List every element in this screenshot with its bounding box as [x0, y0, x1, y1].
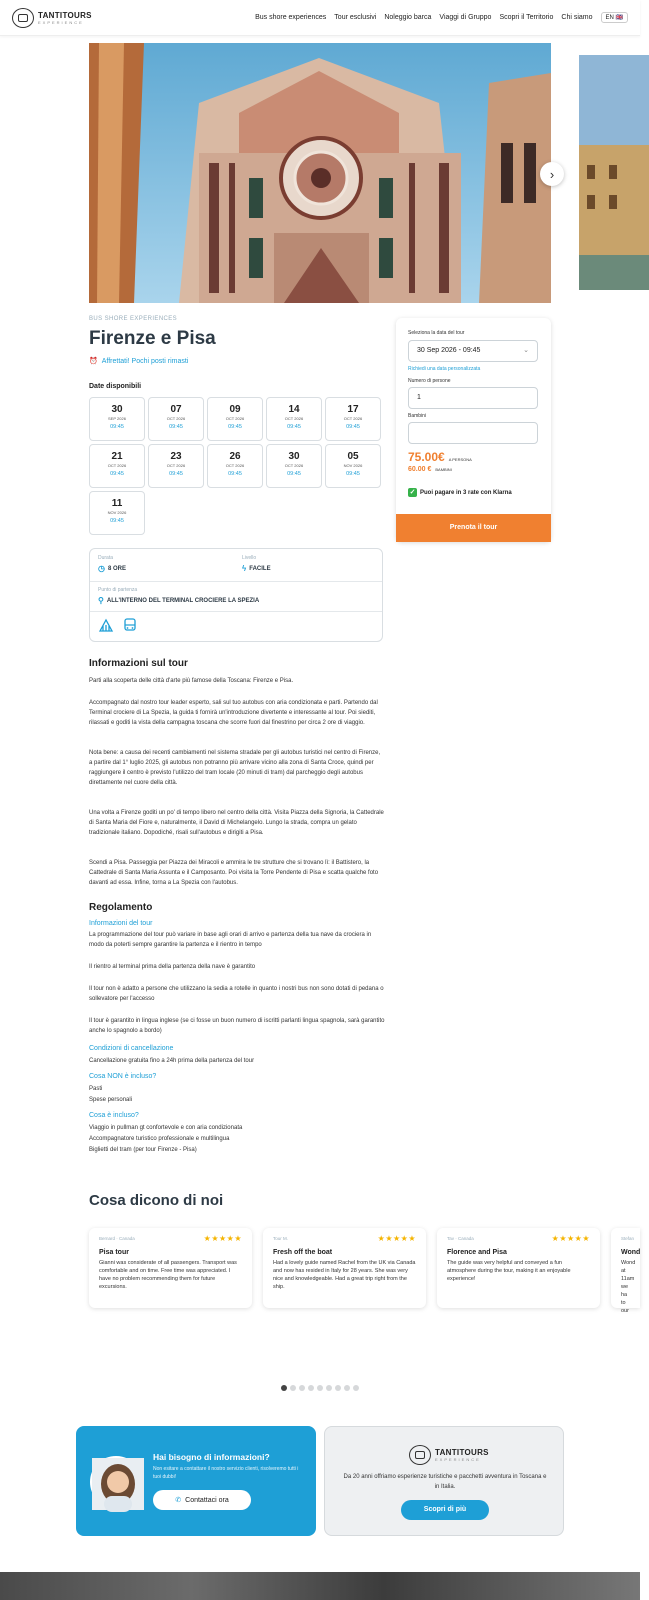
- date-day: 21: [111, 451, 123, 462]
- rules-info-heading: Informazioni del tour: [89, 920, 153, 927]
- carousel-next-button[interactable]: [540, 162, 564, 186]
- clock-icon: ◷: [98, 564, 105, 573]
- date-time: 09:45: [228, 471, 242, 477]
- help-panel: [76, 1426, 316, 1536]
- about-brand: TANTITOURS: [435, 1447, 489, 1457]
- brand-sub: EXPERIENCE: [38, 19, 84, 25]
- date-month: OCT 2026: [225, 416, 245, 421]
- date-time: 09:45: [228, 424, 242, 430]
- price-adult-value: 75.00€: [408, 450, 445, 464]
- duration-label: Durata: [98, 555, 114, 561]
- contact-button[interactable]: [153, 1490, 251, 1510]
- carousel-dot[interactable]: [326, 1385, 332, 1391]
- help-text: Non esitare a contattare il nostro servizio clienti, risolveremo tutti i tuoi dubbi!: [153, 1466, 299, 1480]
- alarm-clock-icon: ⏰: [89, 358, 98, 365]
- custom-date-link[interactable]: Richiedi una data personalizzata: [408, 366, 481, 372]
- price-adult: [408, 450, 472, 464]
- departure-label: Punto di partenza: [98, 587, 138, 593]
- help-title: Hai bisogno di informazioni?: [153, 1452, 270, 1462]
- date-time: 09:45: [110, 424, 124, 430]
- date-card[interactable]: [207, 397, 263, 441]
- date-time: 09:45: [110, 518, 124, 524]
- carousel-dot[interactable]: [281, 1385, 287, 1391]
- about-text: Da 20 anni offriamo esperienze turistiche e pacchetti avventura in Toscana e in Italia.: [343, 1474, 547, 1490]
- nav-noleggio-barca[interactable]: Noleggio barca: [384, 14, 432, 21]
- price-child-value: 60.00 €: [408, 466, 432, 473]
- children-input[interactable]: [408, 422, 538, 444]
- check-icon: ✓: [409, 489, 416, 496]
- chevron-down-icon: ⌄: [523, 347, 529, 354]
- alert-text: Affrettati! Pochi posti rimasti: [101, 357, 189, 365]
- date-grid: [89, 397, 383, 535]
- carousel-dot[interactable]: [335, 1385, 341, 1391]
- info-paragraph: Parti alla scoperta delle città d'arte più famose della Toscana: Firenze e Pisa.: [89, 678, 294, 684]
- review-author: Tav · Canada: [447, 1236, 474, 1241]
- map-pin-icon: ⚲: [98, 596, 104, 605]
- review-title: Florence and Pisa: [447, 1249, 507, 1256]
- date-select[interactable]: [408, 340, 538, 362]
- date-card[interactable]: [89, 491, 145, 535]
- landmark-icon: [98, 617, 114, 633]
- excluded-item: Pasti: [89, 1086, 103, 1092]
- date-time: 09:45: [110, 471, 124, 477]
- date-select-label: Seleziona la data del tour: [408, 330, 465, 336]
- included-item: Biglietti del tram (per tour Firenze - Pisa): [89, 1147, 197, 1153]
- rule-text: Il rientro al terminal prima della partenza della nave è garantito: [89, 964, 256, 970]
- date-time: 09:45: [346, 424, 360, 430]
- price-child: [408, 466, 452, 473]
- site-header: [0, 0, 640, 36]
- level-label: Livello: [242, 555, 257, 561]
- review-stars: ★★★★★: [377, 1234, 416, 1243]
- review-title: Fresh off the boat: [273, 1249, 333, 1256]
- date-month: NOV 2026: [343, 463, 363, 468]
- reviews-heading: Cosa dicono di noi: [89, 1192, 224, 1209]
- review-author: Tour M.: [273, 1236, 289, 1241]
- date-card[interactable]: [266, 444, 322, 488]
- review-card: [263, 1228, 426, 1308]
- cancel-text: Cancellazione gratuita fino a 24h prima della partenza del tour: [89, 1058, 255, 1064]
- review-author: Stefan: [621, 1236, 635, 1241]
- date-day: 30: [288, 451, 300, 462]
- date-day: 17: [347, 404, 359, 415]
- review-card: [437, 1228, 600, 1308]
- hero-image-cathedral: [89, 43, 551, 303]
- date-card[interactable]: [148, 397, 204, 441]
- date-month: OCT 2026: [107, 463, 127, 468]
- date-card[interactable]: [325, 397, 381, 441]
- dates-heading: Date disponibili: [89, 383, 142, 390]
- bus-icon: [122, 617, 138, 633]
- nav-chi-siamo[interactable]: Chi siamo: [561, 14, 593, 21]
- book-tour-button[interactable]: Prenota il tour: [396, 514, 551, 542]
- level-value: FACILE: [249, 565, 271, 572]
- review-author: Bernard · Canada: [99, 1236, 135, 1241]
- date-time: 09:45: [287, 471, 301, 477]
- review-stars: ★★★★★: [203, 1234, 242, 1243]
- excluded-heading: Cosa NON è incluso?: [89, 1073, 157, 1080]
- price-adult-tag: A PERSONA: [448, 457, 472, 462]
- excluded-item: Spese personali: [89, 1097, 133, 1103]
- date-day: 09: [229, 404, 241, 415]
- main-nav: [255, 12, 628, 23]
- date-month: OCT 2026: [166, 463, 186, 468]
- review-title: Pisa tour: [99, 1249, 129, 1256]
- nav-tour-esclusivi[interactable]: Tour esclusivi: [334, 14, 377, 21]
- carousel-dot[interactable]: [344, 1385, 350, 1391]
- people-label: Numero di persone: [408, 378, 451, 384]
- rules-heading: Regolamento: [89, 902, 153, 913]
- included-item: Accompagnatore turistico professionale e multilingua: [89, 1136, 230, 1142]
- date-day: 26: [229, 451, 241, 462]
- lightning-icon: ϟ: [242, 564, 247, 573]
- date-day: 14: [288, 404, 300, 415]
- date-month: SEP 2026: [108, 416, 126, 421]
- info-paragraph: Una volta a Firenze goditi un po' di tempo libero nel centro della città. Visita Piazza della Signoria, la Cattedrale di Santa Maria del Fiore e, naturalmente, il David di Michelangelo. Lungo la strada, compra un gelato tradizionale italiano. Dopodiché, risali sull'autobus e dirigiti a Pisa.: [89, 810, 384, 836]
- about-logo: [409, 1445, 489, 1465]
- date-time: 09:45: [169, 424, 183, 430]
- brand-logo[interactable]: [12, 8, 92, 28]
- duration-value: 8 ORE: [107, 565, 126, 572]
- language-switcher[interactable]: EN 🇬🇧: [601, 12, 628, 23]
- logo-icon: [409, 1445, 431, 1465]
- date-card[interactable]: [148, 444, 204, 488]
- children-label: Bambini: [408, 413, 427, 419]
- departure-value: ALL'INTERNO DEL TERMINAL CROCIERE LA SPEZIA: [106, 597, 260, 604]
- review-card: [89, 1228, 252, 1308]
- hero-next-image[interactable]: [579, 55, 649, 290]
- carousel-dot[interactable]: [317, 1385, 323, 1391]
- date-day: 30: [111, 404, 123, 415]
- review-title: Wond: [621, 1249, 641, 1256]
- review-body: Wond at 11am we ha to our: [621, 1260, 636, 1314]
- rule-text: Il tour è garantito in lingua inglese (se ci fosse un buon numero di iscritti parlanti lingua spagnola, sarà garantito anche lo spagnolo a bordo): [89, 1018, 385, 1034]
- date-day: 07: [170, 404, 182, 415]
- discover-more-button[interactable]: Scopri di più: [401, 1500, 489, 1520]
- rule-text: Il tour non è adatto a persone che utilizzano la sedia a rotelle in quanto i nostri bus non sono dotati di pedana o sollevatore per l'accesso: [89, 986, 384, 1002]
- carousel-dot[interactable]: [353, 1385, 359, 1391]
- date-month: OCT 2026: [284, 416, 304, 421]
- date-month: OCT 2026: [284, 463, 304, 468]
- rule-text: La programmazione del tour può variare in base agli orari di arrivo e partenza della tua nave da crociera in modo da poterti sempre garantire la partenza e il rientro in tempo: [89, 932, 372, 948]
- included-heading: Cosa è incluso?: [89, 1112, 139, 1119]
- avatar: [90, 1456, 142, 1508]
- cancel-heading: Condizioni di cancellazione: [89, 1045, 174, 1052]
- price-child-tag: BAMBINI: [435, 467, 452, 472]
- date-card[interactable]: [266, 397, 322, 441]
- tour-details-box: [89, 548, 383, 642]
- date-month: OCT 2026: [166, 416, 186, 421]
- review-stars: ★★★★★: [551, 1234, 590, 1243]
- date-card[interactable]: [89, 444, 145, 488]
- review-body: Had a lovely guide named Rachel from the UK via Canada and now has resided in Italy for 28 years. She was very nice and knowledgeable. Had a great trip right from the ship.: [273, 1260, 416, 1290]
- date-card[interactable]: [325, 444, 381, 488]
- nav-viaggi-gruppo[interactable]: Viaggi di Gruppo: [439, 14, 492, 21]
- booking-card: [396, 318, 551, 542]
- klarna-note: [408, 488, 512, 497]
- date-month: OCT 2026: [225, 463, 245, 468]
- nav-bus-shore[interactable]: Bus shore experiences: [255, 14, 327, 21]
- about-panel: [324, 1426, 564, 1536]
- chevron-right-icon: ›: [549, 166, 555, 182]
- date-month: OCT 2026: [343, 416, 363, 421]
- about-brand-sub: EXPERIENCE: [435, 1456, 481, 1462]
- phone-icon: ✆: [175, 1497, 182, 1504]
- date-time: 09:45: [346, 471, 360, 477]
- people-input[interactable]: 1: [408, 387, 538, 409]
- date-card[interactable]: [89, 397, 145, 441]
- brand-name: TANTITOURS: [38, 10, 92, 20]
- review-body: Gianni was considerate of all passengers. Transport was comfortable and on time. Free time was appreciated. I have no problem recommending them for future excursions.: [99, 1260, 237, 1290]
- page-title: Firenze e Pisa: [89, 328, 216, 349]
- info-paragraph: Scendi a Pisa. Passeggia per Piazza dei Miracoli e ammira le tre strutture che si trovano lì: il Battistero, la Cattedrale di Santa Maria Assunta e il Camposanto. Poi visita la Torre Pendente di Pisa e scatta qualche foto davanti ad essa. Infine, torna a La Spezia con l'autobus.: [89, 860, 379, 886]
- duration-level-row: [90, 549, 382, 582]
- logo-icon: [12, 8, 34, 28]
- info-heading: Informazioni sul tour: [89, 658, 188, 669]
- date-card[interactable]: [207, 444, 263, 488]
- tour-category: BUS SHORE EXPERIENCES: [89, 316, 178, 322]
- klarna-text: Puoi pagare in 3 rate con Klarna: [420, 489, 512, 496]
- date-month: NOV 2026: [107, 510, 127, 515]
- review-card-partial: [611, 1228, 641, 1314]
- info-paragraph: Nota bene: a causa dei recenti cambiamenti nel sistema stradale per gli autobus turistici nel centro di Firenze, a partire dal 1° luglio 2025, gli autobus non potranno più arrivare vicino alla zona di Santa Croce, quindi per raggiungere il centro è previsto l'utilizzo del tram locale (20 minuti di tram) dal parcheggio degli autobus direttamente nel cuore della città.: [89, 750, 381, 786]
- departure-row: [90, 582, 382, 612]
- review-body: The guide was very helpful and conveyed a fun atmosphere during the tour, making it an enjoyable experience!: [447, 1260, 571, 1282]
- nav-scopri-territorio[interactable]: Scopri il Territorio: [499, 14, 554, 21]
- carousel-dot[interactable]: [290, 1385, 296, 1391]
- date-time: 09:45: [169, 471, 183, 477]
- carousel-dot[interactable]: [299, 1385, 305, 1391]
- carousel-dots: [281, 1385, 359, 1391]
- date-time: 09:45: [287, 424, 301, 430]
- date-select-value: 30 Sep 2026 - 09:45: [417, 347, 481, 354]
- contact-button-label: Contattaci ora: [185, 1496, 229, 1504]
- info-paragraph: Accompagnato dal nostro tour leader esperto, sali sul tuo autobus con aria condizionata e parti. Partendo dal Terminal crociere di La Spezia, la guida ti fornirà un'introduzione divertente e interessante al tour. Poi siediti, rilassati e goditi la vista della campagna toscana che scorre fuori dal finestrino per circa 2 ore di viaggio.: [89, 700, 378, 726]
- included-item: Viaggio in pullman gt confortevole e con aria condizionata: [89, 1125, 243, 1131]
- date-day: 05: [347, 451, 359, 462]
- availability-alert: [89, 357, 188, 365]
- footer-image-strip: [0, 1572, 640, 1600]
- carousel-dot[interactable]: [308, 1385, 314, 1391]
- date-day: 11: [111, 498, 123, 509]
- date-day: 23: [170, 451, 182, 462]
